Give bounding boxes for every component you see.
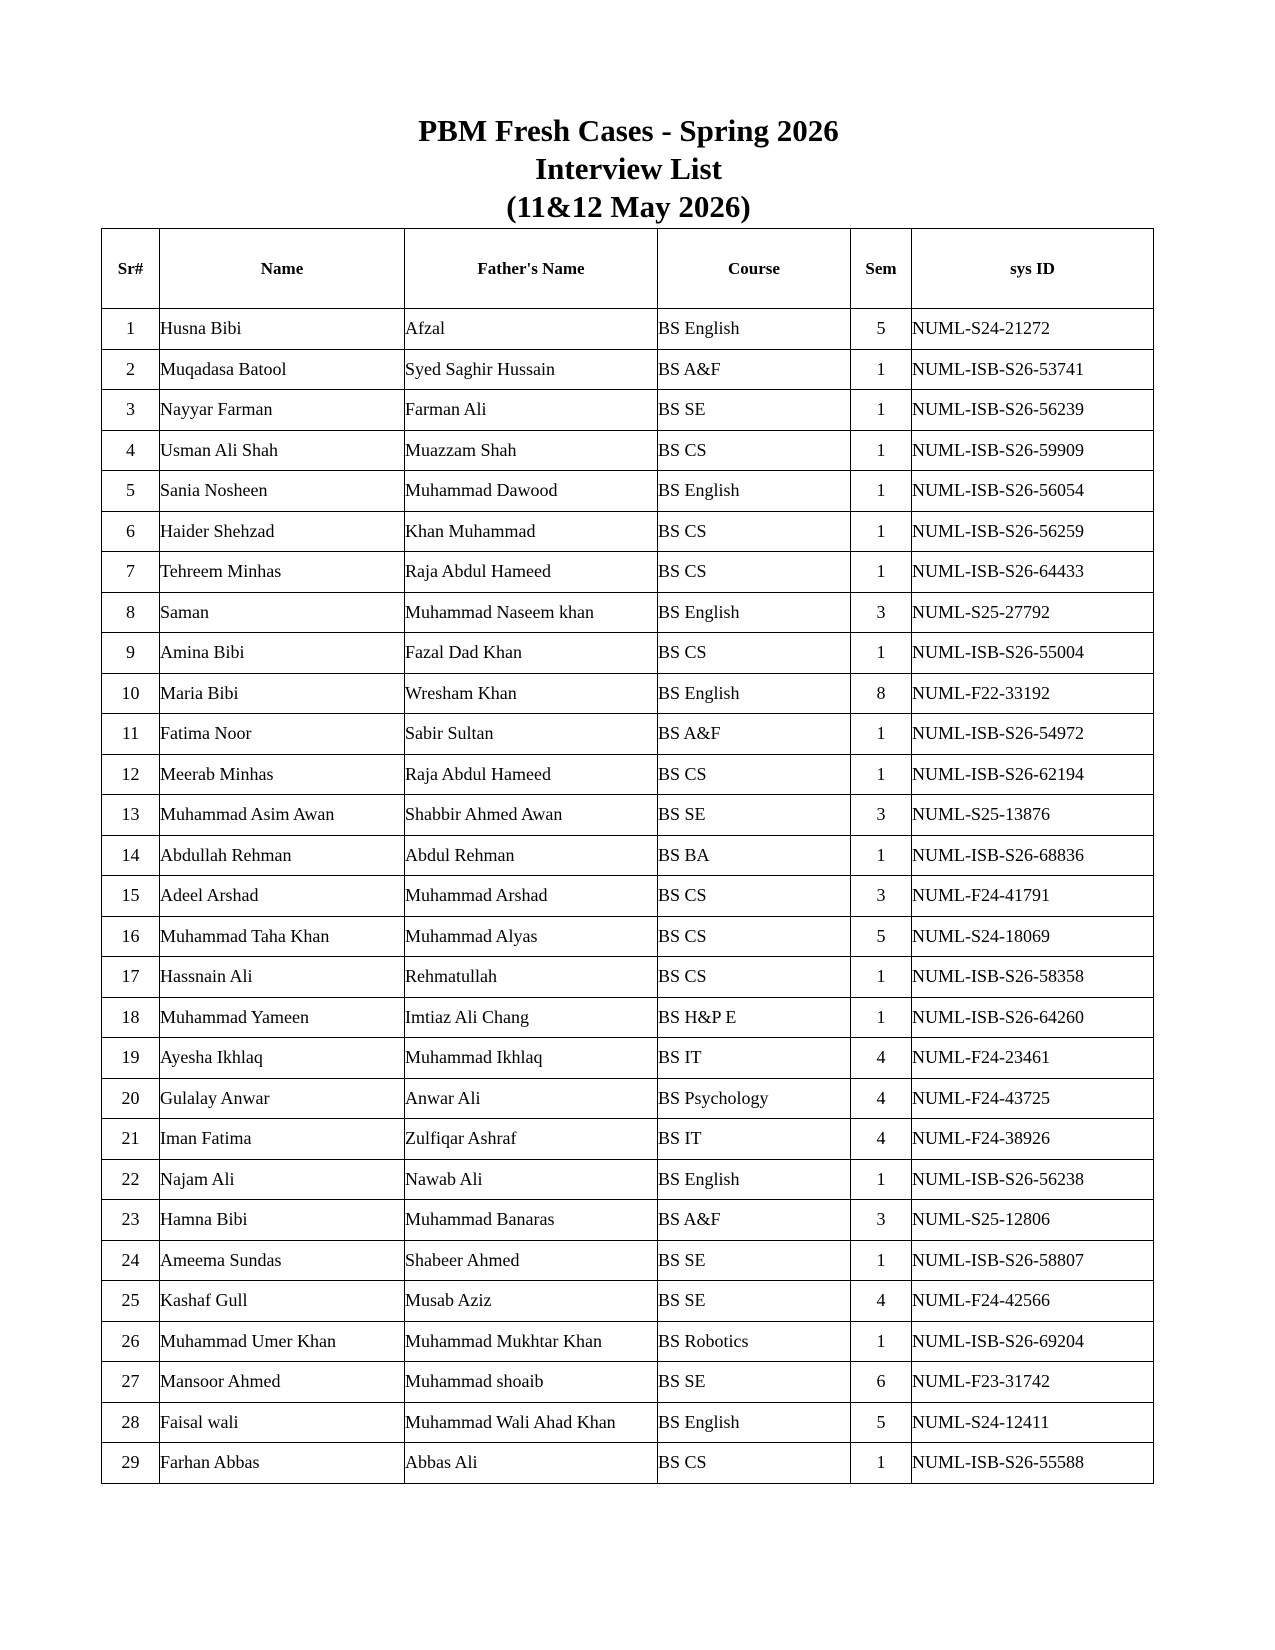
sr-cell: 5 — [102, 471, 160, 512]
title-line-2: Interview List — [535, 151, 722, 186]
sem-cell: 1 — [851, 1321, 912, 1362]
course-cell: BS A&F — [658, 349, 851, 390]
fathers-name-cell: Imtiaz Ali Chang — [405, 997, 658, 1038]
fathers-name-cell: Afzal — [405, 309, 658, 350]
table-row — [102, 1402, 1154, 1443]
name-cell: Muhammad Taha Khan — [160, 916, 405, 957]
sys-id-cell: NUML-S25-12806 — [912, 1200, 1154, 1241]
table-row — [102, 1321, 1154, 1362]
fathers-name-cell: Abbas Ali — [405, 1443, 658, 1484]
fathers-name-cell: Rehmatullah — [405, 957, 658, 998]
sr-cell: 18 — [102, 997, 160, 1038]
sem-cell: 1 — [851, 754, 912, 795]
sys-id-cell: NUML-S24-12411 — [912, 1402, 1154, 1443]
course-cell: BS IT — [658, 1119, 851, 1160]
header-sr: Sr# — [102, 229, 160, 309]
name-cell: Husna Bibi — [160, 309, 405, 350]
fathers-name-cell: Wresham Khan — [405, 673, 658, 714]
table-row — [102, 673, 1154, 714]
sys-id-cell: NUML-S25-13876 — [912, 795, 1154, 836]
sem-cell: 5 — [851, 916, 912, 957]
title-line-3: (11&12 May 2026) — [506, 189, 751, 224]
sem-cell: 5 — [851, 309, 912, 350]
sem-cell: 1 — [851, 430, 912, 471]
sr-cell: 9 — [102, 633, 160, 674]
sys-id-cell: NUML-ISB-S26-55588 — [912, 1443, 1154, 1484]
table-row — [102, 1281, 1154, 1322]
name-cell: Adeel Arshad — [160, 876, 405, 917]
fathers-name-cell: Fazal Dad Khan — [405, 633, 658, 674]
course-cell: BS Psychology — [658, 1078, 851, 1119]
sys-id-cell: NUML-ISB-S26-64260 — [912, 997, 1154, 1038]
course-cell: BS English — [658, 592, 851, 633]
course-cell: BS English — [658, 1159, 851, 1200]
sr-cell: 29 — [102, 1443, 160, 1484]
course-cell: BS CS — [658, 552, 851, 593]
sys-id-cell: NUML-ISB-S26-59909 — [912, 430, 1154, 471]
fathers-name-cell: Muhammad Mukhtar Khan — [405, 1321, 658, 1362]
course-cell: BS Robotics — [658, 1321, 851, 1362]
table-row — [102, 1362, 1154, 1403]
fathers-name-cell: Muazzam Shah — [405, 430, 658, 471]
interview-list-table — [101, 228, 1154, 1484]
table-row — [102, 876, 1154, 917]
sem-cell: 1 — [851, 714, 912, 755]
sr-cell: 20 — [102, 1078, 160, 1119]
name-cell: Mansoor Ahmed — [160, 1362, 405, 1403]
course-cell: BS SE — [658, 1281, 851, 1322]
name-cell: Faisal wali — [160, 1402, 405, 1443]
sem-cell: 3 — [851, 795, 912, 836]
table-row — [102, 916, 1154, 957]
sem-cell: 4 — [851, 1038, 912, 1079]
sr-cell: 23 — [102, 1200, 160, 1241]
sem-cell: 1 — [851, 471, 912, 512]
fathers-name-cell: Musab Aziz — [405, 1281, 658, 1322]
table-row — [102, 390, 1154, 431]
sys-id-cell: NUML-F24-38926 — [912, 1119, 1154, 1160]
table-row — [102, 309, 1154, 350]
table-row — [102, 997, 1154, 1038]
sr-cell: 25 — [102, 1281, 160, 1322]
fathers-name-cell: Raja Abdul Hameed — [405, 754, 658, 795]
sys-id-cell: NUML-S24-18069 — [912, 916, 1154, 957]
header-fathers-name: Father's Name — [405, 229, 658, 309]
sys-id-cell: NUML-F24-23461 — [912, 1038, 1154, 1079]
sem-cell: 1 — [851, 390, 912, 431]
course-cell: BS SE — [658, 1362, 851, 1403]
fathers-name-cell: Abdul Rehman — [405, 835, 658, 876]
table-row — [102, 1240, 1154, 1281]
sys-id-cell: NUML-ISB-S26-55004 — [912, 633, 1154, 674]
name-cell: Nayyar Farman — [160, 390, 405, 431]
sr-cell: 10 — [102, 673, 160, 714]
sr-cell: 22 — [102, 1159, 160, 1200]
name-cell: Muhammad Yameen — [160, 997, 405, 1038]
name-cell: Najam Ali — [160, 1159, 405, 1200]
fathers-name-cell: Nawab Ali — [405, 1159, 658, 1200]
course-cell: BS CS — [658, 633, 851, 674]
fathers-name-cell: Shabeer Ahmed — [405, 1240, 658, 1281]
sr-cell: 27 — [102, 1362, 160, 1403]
sys-id-cell: NUML-ISB-S26-58807 — [912, 1240, 1154, 1281]
sr-cell: 2 — [102, 349, 160, 390]
header-sys-id: sys ID — [912, 229, 1154, 309]
name-cell: Muhammad Asim Awan — [160, 795, 405, 836]
sem-cell: 3 — [851, 592, 912, 633]
sys-id-cell: NUML-S25-27792 — [912, 592, 1154, 633]
sys-id-cell: NUML-F24-42566 — [912, 1281, 1154, 1322]
sem-cell: 4 — [851, 1119, 912, 1160]
sr-cell: 6 — [102, 511, 160, 552]
sr-cell: 1 — [102, 309, 160, 350]
sys-id-cell: NUML-ISB-S26-68836 — [912, 835, 1154, 876]
fathers-name-cell: Zulfiqar Ashraf — [405, 1119, 658, 1160]
fathers-name-cell: Muhammad Dawood — [405, 471, 658, 512]
header-name: Name — [160, 229, 405, 309]
course-cell: BS SE — [658, 795, 851, 836]
table-header-row — [102, 229, 1154, 309]
name-cell: Fatima Noor — [160, 714, 405, 755]
table-row — [102, 754, 1154, 795]
sys-id-cell: NUML-F22-33192 — [912, 673, 1154, 714]
table-body — [102, 309, 1154, 1484]
table-row — [102, 471, 1154, 512]
course-cell: BS CS — [658, 754, 851, 795]
course-cell: BS A&F — [658, 714, 851, 755]
sys-id-cell: NUML-ISB-S26-56054 — [912, 471, 1154, 512]
sem-cell: 1 — [851, 997, 912, 1038]
fathers-name-cell: Syed Saghir Hussain — [405, 349, 658, 390]
sr-cell: 3 — [102, 390, 160, 431]
document-title — [0, 112, 1257, 226]
sem-cell: 1 — [851, 552, 912, 593]
table-row — [102, 592, 1154, 633]
fathers-name-cell: Farman Ali — [405, 390, 658, 431]
header-sem: Sem — [851, 229, 912, 309]
sr-cell: 12 — [102, 754, 160, 795]
sys-id-cell: NUML-F24-43725 — [912, 1078, 1154, 1119]
sem-cell: 5 — [851, 1402, 912, 1443]
sem-cell: 1 — [851, 1443, 912, 1484]
sem-cell: 1 — [851, 957, 912, 998]
table-row — [102, 511, 1154, 552]
name-cell: Abdullah Rehman — [160, 835, 405, 876]
name-cell: Maria Bibi — [160, 673, 405, 714]
name-cell: Meerab Minhas — [160, 754, 405, 795]
table-row — [102, 957, 1154, 998]
name-cell: Hassnain Ali — [160, 957, 405, 998]
name-cell: Usman Ali Shah — [160, 430, 405, 471]
sem-cell: 3 — [851, 1200, 912, 1241]
course-cell: BS IT — [658, 1038, 851, 1079]
table-row — [102, 835, 1154, 876]
sem-cell: 6 — [851, 1362, 912, 1403]
sys-id-cell: NUML-ISB-S26-53741 — [912, 349, 1154, 390]
fathers-name-cell: Muhammad shoaib — [405, 1362, 658, 1403]
course-cell: BS English — [658, 1402, 851, 1443]
fathers-name-cell: Muhammad Alyas — [405, 916, 658, 957]
table-row — [102, 430, 1154, 471]
fathers-name-cell: Muhammad Naseem khan — [405, 592, 658, 633]
name-cell: Ayesha Ikhlaq — [160, 1038, 405, 1079]
table-row — [102, 1078, 1154, 1119]
sys-id-cell: NUML-F23-31742 — [912, 1362, 1154, 1403]
fathers-name-cell: Raja Abdul Hameed — [405, 552, 658, 593]
header-course: Course — [658, 229, 851, 309]
sr-cell: 26 — [102, 1321, 160, 1362]
fathers-name-cell: Khan Muhammad — [405, 511, 658, 552]
course-cell: BS CS — [658, 876, 851, 917]
fathers-name-cell: Muhammad Banaras — [405, 1200, 658, 1241]
table-row — [102, 633, 1154, 674]
sr-cell: 4 — [102, 430, 160, 471]
sem-cell: 1 — [851, 633, 912, 674]
name-cell: Farhan Abbas — [160, 1443, 405, 1484]
title-line-1: PBM Fresh Cases - Spring 2026 — [418, 113, 839, 148]
course-cell: BS CS — [658, 1443, 851, 1484]
course-cell: BS CS — [658, 430, 851, 471]
sr-cell: 21 — [102, 1119, 160, 1160]
sr-cell: 28 — [102, 1402, 160, 1443]
name-cell: Ameema Sundas — [160, 1240, 405, 1281]
sys-id-cell: NUML-F24-41791 — [912, 876, 1154, 917]
name-cell: Haider Shehzad — [160, 511, 405, 552]
fathers-name-cell: Muhammad Wali Ahad Khan — [405, 1402, 658, 1443]
sem-cell: 1 — [851, 511, 912, 552]
table-row — [102, 552, 1154, 593]
name-cell: Tehreem Minhas — [160, 552, 405, 593]
course-cell: BS CS — [658, 511, 851, 552]
table-row — [102, 1119, 1154, 1160]
name-cell: Kashaf Gull — [160, 1281, 405, 1322]
sem-cell: 1 — [851, 835, 912, 876]
sr-cell: 13 — [102, 795, 160, 836]
sr-cell: 8 — [102, 592, 160, 633]
table-row — [102, 1443, 1154, 1484]
sys-id-cell: NUML-ISB-S26-62194 — [912, 754, 1154, 795]
sr-cell: 19 — [102, 1038, 160, 1079]
table-row — [102, 349, 1154, 390]
sys-id-cell: NUML-S24-21272 — [912, 309, 1154, 350]
sys-id-cell: NUML-ISB-S26-56238 — [912, 1159, 1154, 1200]
name-cell: Muhammad Umer Khan — [160, 1321, 405, 1362]
sr-cell: 15 — [102, 876, 160, 917]
table-row — [102, 795, 1154, 836]
course-cell: BS SE — [658, 1240, 851, 1281]
course-cell: BS A&F — [658, 1200, 851, 1241]
name-cell: Amina Bibi — [160, 633, 405, 674]
fathers-name-cell: Anwar Ali — [405, 1078, 658, 1119]
sys-id-cell: NUML-ISB-S26-54972 — [912, 714, 1154, 755]
course-cell: BS CS — [658, 957, 851, 998]
sem-cell: 4 — [851, 1281, 912, 1322]
course-cell: BS SE — [658, 390, 851, 431]
course-cell: BS CS — [658, 916, 851, 957]
name-cell: Gulalay Anwar — [160, 1078, 405, 1119]
sys-id-cell: NUML-ISB-S26-64433 — [912, 552, 1154, 593]
course-cell: BS English — [658, 309, 851, 350]
fathers-name-cell: Muhammad Ikhlaq — [405, 1038, 658, 1079]
table-row — [102, 1038, 1154, 1079]
sem-cell: 3 — [851, 876, 912, 917]
sem-cell: 8 — [851, 673, 912, 714]
sr-cell: 14 — [102, 835, 160, 876]
name-cell: Hamna Bibi — [160, 1200, 405, 1241]
course-cell: BS English — [658, 471, 851, 512]
sem-cell: 1 — [851, 1240, 912, 1281]
name-cell: Saman — [160, 592, 405, 633]
name-cell: Iman Fatima — [160, 1119, 405, 1160]
name-cell: Sania Nosheen — [160, 471, 405, 512]
sys-id-cell: NUML-ISB-S26-69204 — [912, 1321, 1154, 1362]
fathers-name-cell: Shabbir Ahmed Awan — [405, 795, 658, 836]
sem-cell: 4 — [851, 1078, 912, 1119]
sr-cell: 24 — [102, 1240, 160, 1281]
sys-id-cell: NUML-ISB-S26-56239 — [912, 390, 1154, 431]
sr-cell: 16 — [102, 916, 160, 957]
fathers-name-cell: Sabir Sultan — [405, 714, 658, 755]
sys-id-cell: NUML-ISB-S26-56259 — [912, 511, 1154, 552]
sr-cell: 7 — [102, 552, 160, 593]
sem-cell: 1 — [851, 1159, 912, 1200]
sem-cell: 1 — [851, 349, 912, 390]
fathers-name-cell: Muhammad Arshad — [405, 876, 658, 917]
table-row — [102, 1200, 1154, 1241]
course-cell: BS H&P E — [658, 997, 851, 1038]
sr-cell: 17 — [102, 957, 160, 998]
name-cell: Muqadasa Batool — [160, 349, 405, 390]
sr-cell: 11 — [102, 714, 160, 755]
table-row — [102, 1159, 1154, 1200]
course-cell: BS English — [658, 673, 851, 714]
table-row — [102, 714, 1154, 755]
sys-id-cell: NUML-ISB-S26-58358 — [912, 957, 1154, 998]
course-cell: BS BA — [658, 835, 851, 876]
